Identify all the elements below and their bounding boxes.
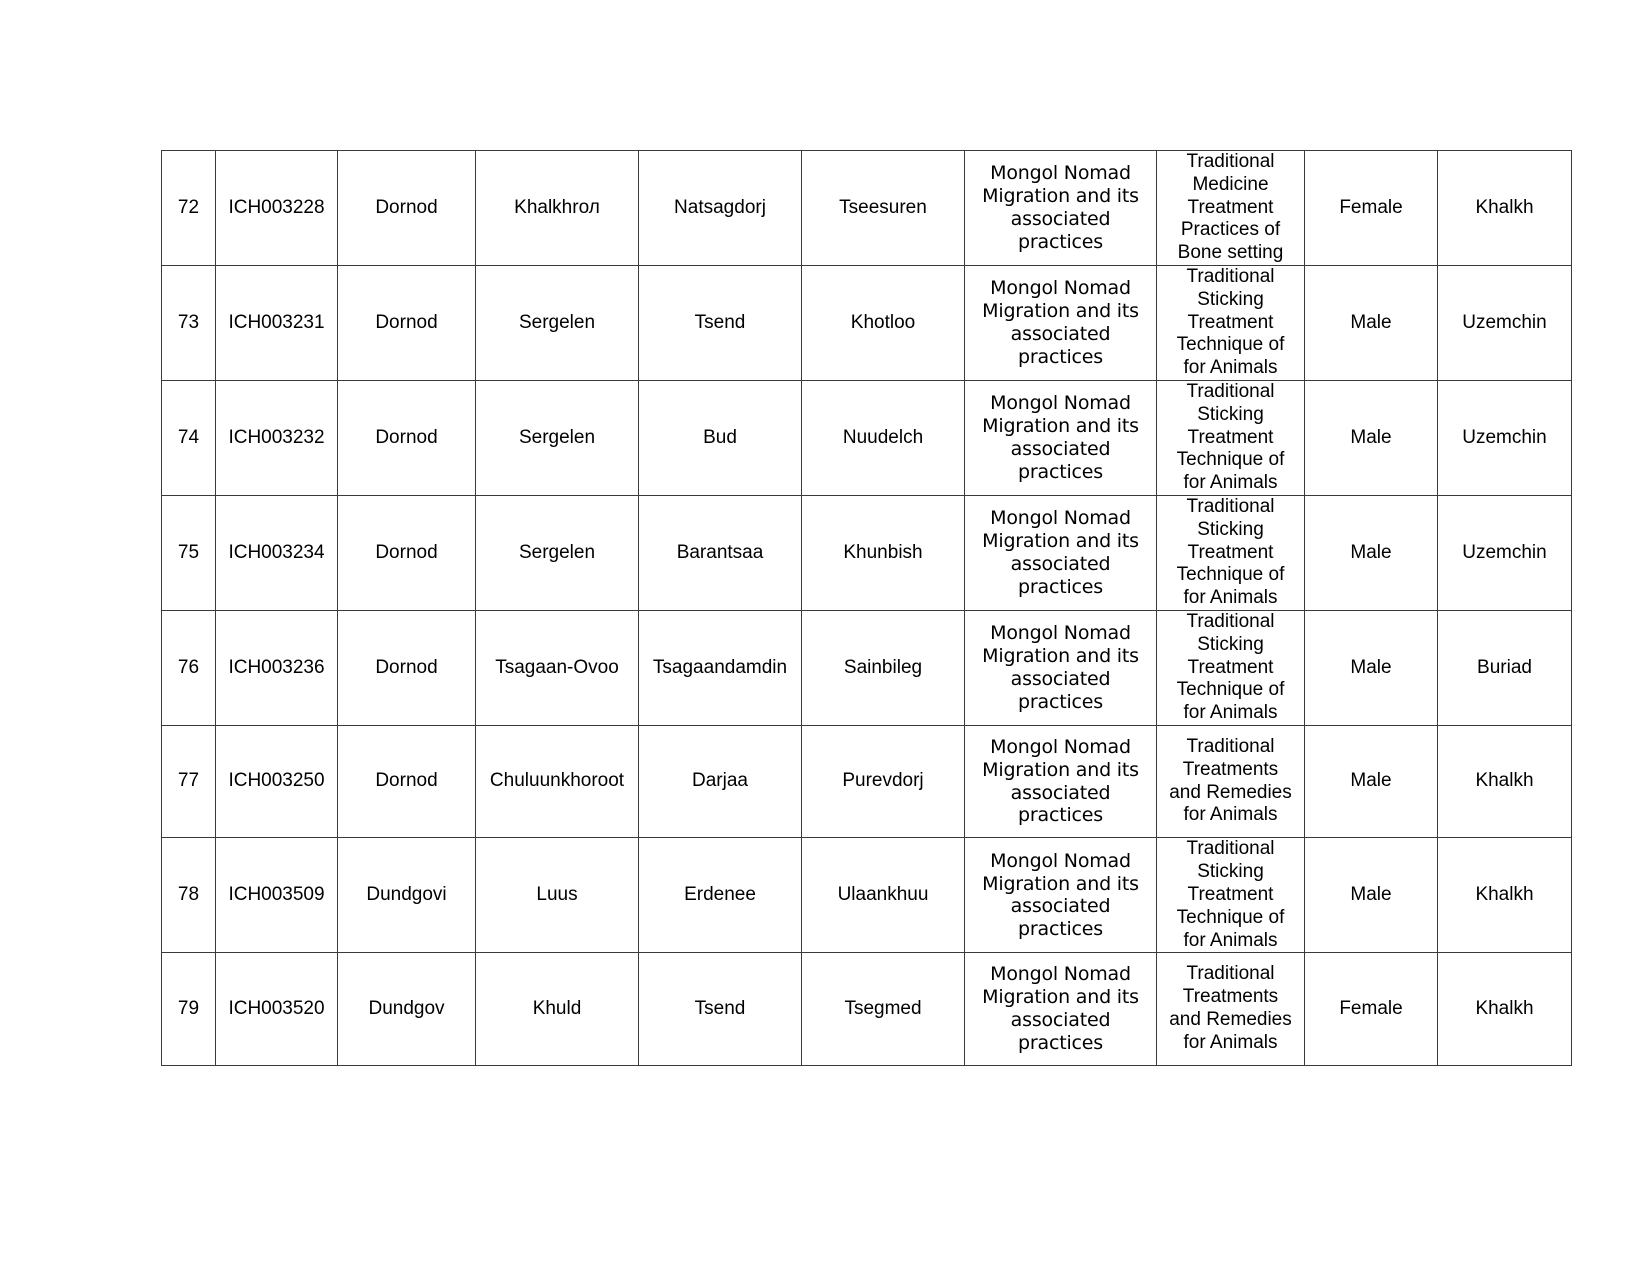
cell-ich-id bbox=[216, 838, 338, 953]
cell-ethnicity bbox=[1438, 265, 1572, 380]
cell-first-name bbox=[639, 495, 802, 610]
cell-element-text: Traditional Medicine Treatment Practices of Bone setting bbox=[1177, 151, 1284, 264]
cell-ethnicity-text: Khalkh bbox=[1475, 997, 1534, 1019]
cell-last-name-text: Sainbileg bbox=[843, 656, 923, 678]
cell-ethnicity-text: Uzemchin bbox=[1462, 311, 1547, 333]
cell-gender-text: Female bbox=[1339, 997, 1403, 1019]
cell-soum bbox=[476, 725, 639, 837]
cell-first-name-text: Tsagaandamdin bbox=[652, 656, 788, 678]
cell-element-text: Traditional Sticking Treatment Technique of for Animals bbox=[1176, 495, 1285, 609]
cell-province bbox=[338, 838, 476, 953]
cell-number bbox=[162, 610, 216, 725]
cell-practice bbox=[965, 610, 1157, 725]
cell-soum bbox=[476, 265, 639, 380]
cell-ich-id-text: ICH003236 bbox=[228, 656, 325, 678]
cell-element-text: Traditional Sticking Treatment Technique of for Animals bbox=[1176, 610, 1285, 724]
cell-soum bbox=[476, 495, 639, 610]
cell-first-name-text: Darjaa bbox=[692, 770, 748, 792]
cell-practice-text: Mongol Nomad Migration and its associated practices bbox=[982, 392, 1139, 483]
cell-ethnicity-text: Uzemchin bbox=[1462, 426, 1547, 448]
cell-practice bbox=[965, 151, 1157, 266]
cell-soum-text: Sergelen bbox=[518, 426, 596, 448]
cell-element bbox=[1157, 151, 1305, 266]
cell-province-text: Dornod bbox=[375, 656, 438, 678]
cell-gender-text: Female bbox=[1339, 196, 1403, 218]
cell-first-name-text: Tsend bbox=[694, 997, 746, 1019]
cell-element bbox=[1157, 265, 1305, 380]
cell-ich-id bbox=[216, 953, 338, 1065]
cell-first-name-text: Bud bbox=[703, 426, 737, 448]
cell-first-name bbox=[639, 953, 802, 1065]
cell-gender-text: Male bbox=[1350, 656, 1392, 678]
cell-province-text: Dornod bbox=[375, 196, 438, 218]
cell-ich-id-text: ICH003232 bbox=[228, 426, 325, 448]
cell-ich-id-text: ICH003509 bbox=[228, 883, 325, 905]
cell-ich-id-text: ICH003231 bbox=[228, 311, 325, 333]
cell-practice bbox=[965, 838, 1157, 953]
cell-last-name-text: Tseesuren bbox=[839, 196, 927, 218]
cell-practice-text: Mongol Nomad Migration and its associated practices bbox=[982, 849, 1139, 941]
cell-ich-id bbox=[216, 725, 338, 837]
cell-gender bbox=[1305, 380, 1438, 495]
cell-gender-text: Male bbox=[1350, 311, 1392, 333]
cell-element-text: Traditional Treatments and Remedies for Animals bbox=[1169, 736, 1292, 826]
cell-ich-id bbox=[216, 265, 338, 380]
cell-first-name bbox=[639, 380, 802, 495]
cell-ethnicity-text: Uzemchin bbox=[1462, 541, 1547, 563]
cell-soum-text: Tsagaan-Ovoo bbox=[495, 656, 619, 678]
cell-first-name bbox=[639, 725, 802, 837]
cell-last-name-text: Ulaankhuu bbox=[837, 883, 929, 905]
cell-gender bbox=[1305, 953, 1438, 1065]
cell-practice-text: Mongol Nomad Migration and its associated practices bbox=[982, 162, 1139, 253]
cell-ethnicity-text: Khalkh bbox=[1475, 883, 1534, 905]
cell-last-name-text: Khunbish bbox=[843, 541, 923, 563]
cell-element bbox=[1157, 838, 1305, 953]
cell-last-name-text: Khotloo bbox=[850, 311, 916, 333]
cell-number-text: 72 bbox=[177, 196, 200, 218]
cell-element bbox=[1157, 495, 1305, 610]
cell-number bbox=[162, 151, 216, 266]
cell-number-text: 77 bbox=[177, 770, 200, 792]
table-row bbox=[162, 151, 1572, 266]
cell-soum bbox=[476, 953, 639, 1065]
cell-element-text: Traditional Sticking Treatment Technique of for Animals bbox=[1176, 380, 1285, 494]
cell-element bbox=[1157, 725, 1305, 837]
cell-element-text: Traditional Treatments and Remedies for Animals bbox=[1169, 963, 1292, 1053]
cell-province bbox=[338, 495, 476, 610]
cell-ich-id bbox=[216, 380, 338, 495]
cell-gender-text: Male bbox=[1350, 426, 1392, 448]
cell-number-text: 78 bbox=[177, 883, 200, 905]
cell-practice bbox=[965, 725, 1157, 837]
cell-province bbox=[338, 265, 476, 380]
cell-province bbox=[338, 610, 476, 725]
cell-province bbox=[338, 953, 476, 1065]
cell-last-name-text: Nuudelch bbox=[842, 426, 924, 448]
cell-province bbox=[338, 725, 476, 837]
cell-ich-id-text: ICH003234 bbox=[228, 541, 325, 563]
cell-last-name bbox=[802, 380, 965, 495]
cell-number-text: 76 bbox=[177, 656, 200, 678]
cell-practice bbox=[965, 953, 1157, 1065]
cell-number-text: 74 bbox=[177, 426, 200, 448]
cell-ethnicity bbox=[1438, 953, 1572, 1065]
table-row bbox=[162, 610, 1572, 725]
cell-number bbox=[162, 953, 216, 1065]
cell-soum-text: Chuluunkhoroot bbox=[489, 770, 625, 792]
cell-province-text: Dundgov bbox=[368, 997, 445, 1019]
cell-number bbox=[162, 838, 216, 953]
table-row bbox=[162, 838, 1572, 953]
cell-practice-text: Mongol Nomad Migration and its associated practices bbox=[982, 622, 1139, 713]
table-row bbox=[162, 953, 1572, 1065]
cell-ich-id bbox=[216, 610, 338, 725]
cell-province-text: Dornod bbox=[375, 311, 438, 333]
cell-last-name bbox=[802, 725, 965, 837]
cell-number bbox=[162, 495, 216, 610]
cell-soum-text: Khuld bbox=[532, 997, 582, 1019]
cell-soum-text: Luus bbox=[536, 883, 578, 905]
cell-practice-text: Mongol Nomad Migration and its associated practices bbox=[982, 963, 1139, 1054]
cell-element-text: Traditional Sticking Treatment Technique of for Animals bbox=[1176, 265, 1285, 379]
cell-ich-id-text: ICH003520 bbox=[228, 997, 325, 1019]
cell-gender bbox=[1305, 495, 1438, 610]
table-row bbox=[162, 495, 1572, 610]
cell-last-name bbox=[802, 151, 965, 266]
cell-first-name bbox=[639, 151, 802, 266]
cell-last-name-text: Purevdorj bbox=[842, 770, 924, 792]
cell-soum bbox=[476, 610, 639, 725]
cell-ethnicity bbox=[1438, 610, 1572, 725]
cell-ethnicity bbox=[1438, 495, 1572, 610]
cell-practice-text: Mongol Nomad Migration and its associated practices bbox=[982, 507, 1139, 598]
cell-practice bbox=[965, 265, 1157, 380]
cell-ethnicity bbox=[1438, 725, 1572, 837]
cell-ich-id bbox=[216, 151, 338, 266]
cell-last-name-text: Tsegmed bbox=[844, 997, 922, 1019]
cell-practice-text: Mongol Nomad Migration and its associated practices bbox=[982, 736, 1139, 827]
cell-ethnicity bbox=[1438, 380, 1572, 495]
cell-number bbox=[162, 725, 216, 837]
cell-practice bbox=[965, 495, 1157, 610]
cell-number bbox=[162, 265, 216, 380]
cell-ethnicity bbox=[1438, 151, 1572, 266]
cell-ethnicity-text: Khalkh bbox=[1475, 770, 1534, 792]
cell-element bbox=[1157, 953, 1305, 1065]
cell-last-name bbox=[802, 265, 965, 380]
cell-first-name-text: Barantsaa bbox=[676, 541, 764, 563]
cell-last-name bbox=[802, 495, 965, 610]
registry-table bbox=[161, 150, 1572, 1066]
cell-gender-text: Male bbox=[1350, 541, 1392, 563]
cell-gender bbox=[1305, 838, 1438, 953]
cell-first-name-text: Tsend bbox=[694, 311, 746, 333]
table-body bbox=[162, 151, 1572, 1066]
cell-province bbox=[338, 380, 476, 495]
cell-first-name-text: Natsagdorj bbox=[674, 196, 766, 218]
cell-province-text: Dornod bbox=[375, 541, 438, 563]
cell-province-text: Dundgovi bbox=[366, 883, 447, 905]
cell-soum-text: Sergelen bbox=[518, 311, 596, 333]
table-row bbox=[162, 725, 1572, 837]
cell-element bbox=[1157, 380, 1305, 495]
cell-gender bbox=[1305, 265, 1438, 380]
cell-first-name-text: Erdenee bbox=[684, 883, 756, 905]
cell-first-name bbox=[639, 838, 802, 953]
cell-ethnicity-text: Buriad bbox=[1477, 656, 1532, 678]
cell-province-text: Dornod bbox=[375, 770, 438, 792]
cell-last-name bbox=[802, 610, 965, 725]
cell-gender bbox=[1305, 151, 1438, 266]
cell-number-text: 75 bbox=[177, 541, 200, 563]
cell-first-name bbox=[639, 265, 802, 380]
cell-gender-text: Male bbox=[1350, 883, 1392, 905]
cell-number-text: 79 bbox=[177, 997, 200, 1019]
cell-element bbox=[1157, 610, 1305, 725]
cell-practice bbox=[965, 380, 1157, 495]
cell-soum bbox=[476, 151, 639, 266]
cell-ich-id-text: ICH003228 bbox=[228, 196, 325, 218]
cell-number bbox=[162, 380, 216, 495]
table-row bbox=[162, 380, 1572, 495]
cell-first-name bbox=[639, 610, 802, 725]
cell-last-name bbox=[802, 953, 965, 1065]
cell-practice-text: Mongol Nomad Migration and its associated practices bbox=[982, 277, 1139, 368]
cell-number-text: 73 bbox=[177, 311, 200, 333]
cell-ethnicity bbox=[1438, 838, 1572, 953]
cell-last-name bbox=[802, 838, 965, 953]
cell-soum-text: Khalkhrол bbox=[514, 196, 600, 218]
cell-ich-id bbox=[216, 495, 338, 610]
cell-ethnicity-text: Khalkh bbox=[1475, 196, 1534, 218]
cell-soum-text: Sergelen bbox=[518, 541, 596, 563]
cell-province-text: Dornod bbox=[375, 426, 438, 448]
cell-province bbox=[338, 151, 476, 266]
cell-ich-id-text: ICH003250 bbox=[228, 770, 325, 792]
cell-soum bbox=[476, 838, 639, 953]
cell-soum bbox=[476, 380, 639, 495]
cell-gender bbox=[1305, 610, 1438, 725]
table-row bbox=[162, 265, 1572, 380]
cell-gender-text: Male bbox=[1350, 770, 1392, 792]
cell-element-text: Traditional Sticking Treatment Technique of for Animals bbox=[1176, 838, 1285, 951]
cell-gender bbox=[1305, 725, 1438, 837]
